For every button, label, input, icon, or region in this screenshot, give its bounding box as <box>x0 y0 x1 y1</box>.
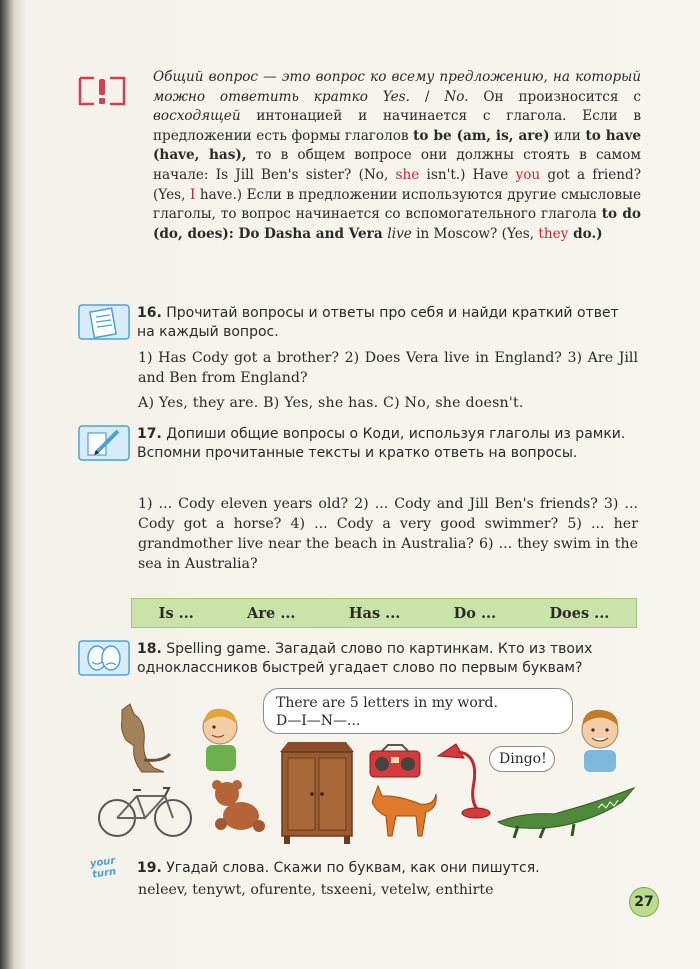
task-16-answers: A) Yes, they are. B) Yes, she has. C) No, she doesn't. <box>138 395 524 411</box>
task-text: Spelling game. Загадай слово по картинкам. Кто из твоих одноклассников быстрей угадает слово по первым буквам? <box>137 641 593 676</box>
verb-option: Does ... <box>549 604 610 622</box>
radio-picture <box>368 743 422 779</box>
notebook-icon <box>78 304 130 340</box>
task-number: 19. <box>137 860 162 876</box>
task-number: 16. <box>137 305 162 321</box>
rule-bold: Do Dasha and Vera <box>233 225 388 242</box>
task-17-questions: 1) ... Cody eleven years old? 2) ... Cody and Jill Ben's friends? 3) ... Cody got a horse? 4) ... Cody a very good swimmer? 5) ... her grandmother live near the beach in Australia? 6) ... they swim in the sea in Australia? <box>138 496 638 572</box>
lamp-picture <box>434 742 492 820</box>
bubble-letters: D—I—N—... <box>276 713 361 729</box>
verb-option: Is ... <box>158 604 194 622</box>
rule-bold: to be (am, is, are) <box>413 127 550 144</box>
rule-text: Он произносится с <box>468 88 641 105</box>
task-number: 18. <box>137 641 162 657</box>
rule-highlight: I <box>189 186 196 203</box>
task-16-instruction <box>137 304 637 342</box>
badge-text: your turn <box>89 855 117 881</box>
pencil-icon <box>78 425 130 461</box>
verb-box <box>131 598 637 628</box>
rule-term: Общий вопрос <box>153 69 259 85</box>
verb-option: Are ... <box>247 604 296 622</box>
teddy-bear-picture <box>207 778 269 838</box>
rule-text: — это вопрос ко всему предложению, на который можно ответить кратко <box>153 69 641 105</box>
rule-highlight: she <box>395 166 420 183</box>
speech-bubble-hint <box>263 688 573 734</box>
wardrobe-picture <box>276 740 358 844</box>
task-text: Угадай слова. Скажи по буквам, как они пишутся. <box>161 860 540 876</box>
rule-text: интонацией и начинается с глагола. Если в предложении есть формы глаголов <box>153 108 641 144</box>
dingo-picture <box>364 782 440 842</box>
task-text: Допиши общие вопросы о Коди, используя глаголы из рамки. Вспомни прочитанные тексты и кратко ответь на вопросы. <box>137 426 626 461</box>
grammar-rule <box>153 68 641 244</box>
rule-highlight: they <box>538 225 569 242</box>
rule-slash: / <box>409 88 445 105</box>
boy-right-picture <box>572 704 628 772</box>
task-number: 17. <box>137 426 162 442</box>
rule-text: got a friend? (Yes, <box>153 166 641 203</box>
verb-option: Has ... <box>348 604 401 622</box>
task-18-instruction <box>137 640 637 678</box>
your-turn-badge <box>78 854 130 890</box>
crocodile-picture <box>494 784 640 840</box>
boy-picture <box>196 703 246 773</box>
task-19-instruction <box>137 859 637 878</box>
task-19-words: neleev, tenywt, ofurente, tsxeeni, vetelw, enthirte <box>138 882 494 898</box>
rule-text: то в общем вопросе они должны стоять в самом начале: Is Jill Ben's sister? (No, <box>153 147 641 183</box>
rule-no: No. <box>444 88 469 105</box>
speech-bubble-answer: Dingo! <box>489 746 555 772</box>
verb-option: Do ... <box>453 604 497 622</box>
task-text: Прочитай вопросы и ответы про себя и найди краткий ответ на каждый вопрос. <box>137 305 619 340</box>
rule-bold: do.) <box>568 225 603 242</box>
rule-italic: восходящей <box>153 108 241 125</box>
rule-text: have.) Если в предложении используются другие смысловые глаголы, то вопрос начинается со вспомогательного глагола <box>153 186 641 223</box>
page-number: 27 <box>629 887 659 917</box>
rule-highlight: you <box>515 166 541 183</box>
rule-text: или <box>549 127 586 144</box>
task-17-instruction <box>137 425 637 463</box>
kangaroo-picture <box>112 700 172 775</box>
exclamation-icon <box>78 76 126 106</box>
bicycle-picture <box>95 778 195 840</box>
bubble-text: There are 5 letters in my word. <box>276 695 498 711</box>
rule-yes: Yes. <box>382 88 410 105</box>
task-16-questions: 1) Has Cody got a brother? 2) Does Vera live in England? 3) Are Jill and Ben from England? <box>138 350 638 386</box>
rule-text: isn't.) Have <box>419 166 516 183</box>
rule-text: in Moscow? (Yes, <box>411 225 539 242</box>
rule-bold: to do (do, does): <box>153 206 642 242</box>
rule-italic: live <box>387 225 412 242</box>
rule-bold: to have (have, has), <box>153 127 642 164</box>
masks-icon <box>78 640 130 676</box>
